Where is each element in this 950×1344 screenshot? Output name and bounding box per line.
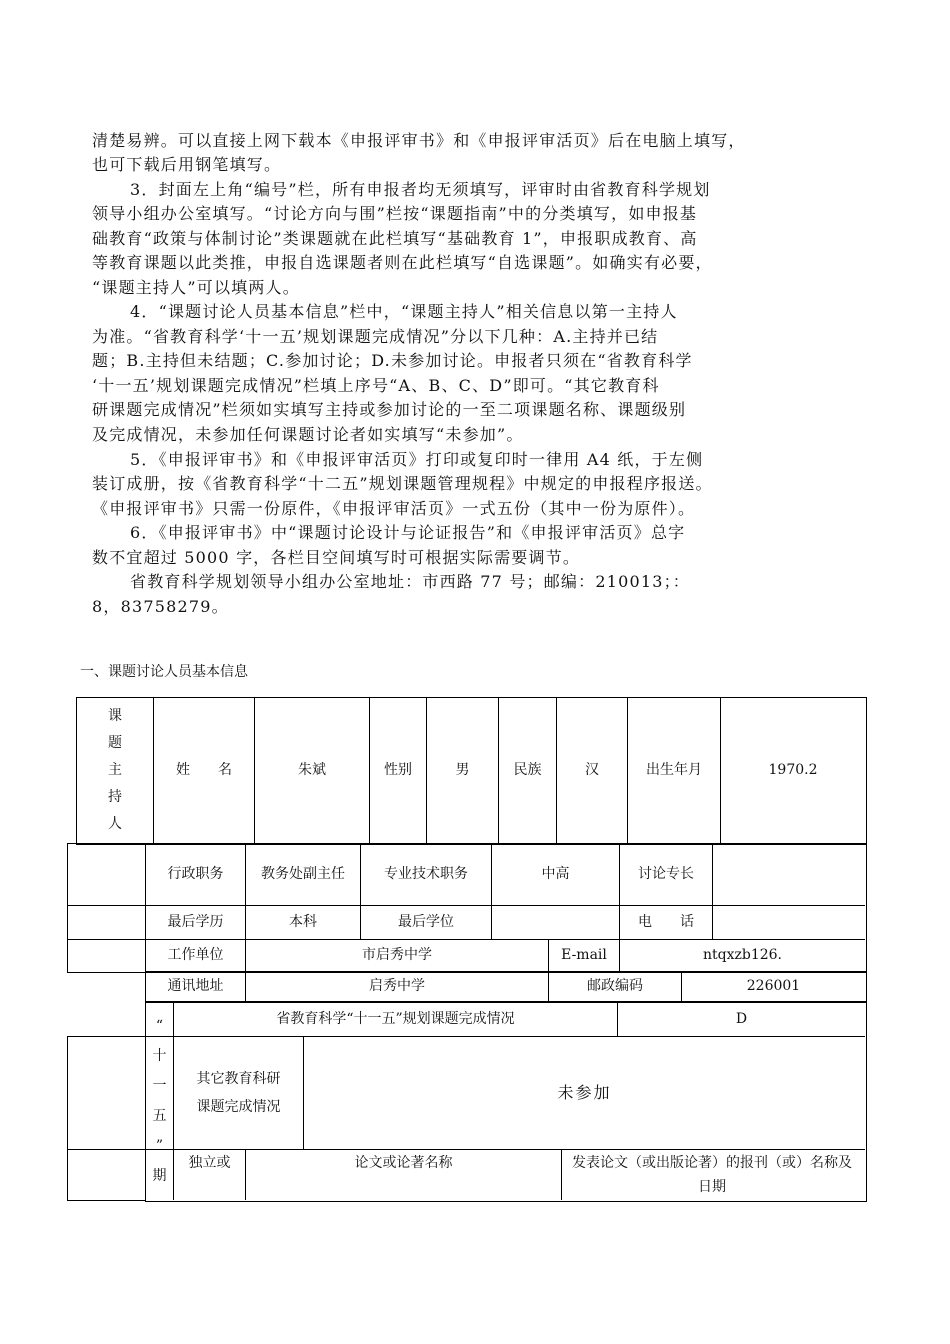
note-line: 研课题完成情况”栏须如实填写主持或参加讨论的一至二项课题名称、课题级别 [92,400,687,419]
email-value: ntqxzb126. [702,947,782,963]
note-line: 6．《申报评审书》中“课题讨论设计与论证报告”和《申报评审活页》总字 [130,523,686,542]
gender-value: 男 [455,762,470,778]
note-line: 《申报评审书》只需一份原件，《申报评审活页》一式五份（其中一份为原件）。 [92,499,696,518]
gender-label: 性别 [384,762,412,778]
ethnic-label: 民族 [513,762,542,778]
specialty-label: 讨论专长 [638,866,694,882]
birth-label: 出生年月 [646,762,702,778]
note-line: 4．“课题讨论人员基本信息”栏中，“课题主持人”相关信息以第一主持人 [130,302,678,321]
education-label: 最后学历 [167,914,224,930]
postcode-label: 邮政编码 [587,978,643,994]
other-value: 未参加 [557,1082,612,1102]
note-line: 数不宜超过 5000 字，各栏目空间填写时可根据实际需要调节。 [92,548,581,567]
education-value: 本科 [289,914,317,930]
note-line: 5．《申报评审书》和《申报评审活页》打印或复印时一律用 A4 纸，于左侧 [130,450,704,469]
col-independent: 独立或 [188,1155,231,1171]
note-line: 领导小组办公室填写。“讨论方向与围”栏按“课题指南”中的分类填写，如申报基 [92,204,698,223]
note-line: 及完成情况，未参加任何课题讨论者如实填写“未参加”。 [92,425,524,444]
degree-value [492,905,619,939]
note-line: “课题主持人”可以填两人。 [92,278,300,297]
tech-title-value: 中高 [541,866,570,882]
postcode-value: 226001 [746,978,801,994]
note-line: 也可下载后用钢笔填写。 [92,155,282,174]
note-line: 装订成册，按《省教育科学“十二五”规划课题管理规程》中规定的申报程序报送。 [92,474,713,493]
note-line: 清楚易辨。可以直接上网下载本《申报评审书》和《申报评审活页》后在电脑上填写， [92,131,746,150]
col-paper-name: 论文或论著名称 [354,1155,453,1171]
note-line: 题；B.主持但未结题；C.参加讨论；D.未参加讨论。申报者只须在“省教育科学 [92,351,693,370]
employer-value: 市启秀中学 [362,947,432,963]
note-line: 8，83758279。 [92,597,229,616]
section-title: 一、课题讨论人员基本信息 [80,664,248,680]
plan-label: 省教育科学“十一五”规划课题完成情况 [276,1010,515,1027]
plan-value: D [735,1010,748,1027]
tech-title-label: 专业技术职务 [384,866,468,882]
degree-label: 最后学位 [398,914,454,930]
admin-title-label: 行政职务 [167,866,224,882]
specialty-value [713,843,865,905]
note-line: 等教育课题以此类推，申报自选课题者则在此栏填写“自选课题”。如确实有必要， [92,253,713,272]
note-line: 省教育科学规划领导小组办公室地址：市西路 77 号；邮编：210013；： [130,572,691,591]
address-value: 启秀中学 [369,978,425,994]
host-label: 课 题 主 持 人 [108,707,122,832]
name-label: 姓 名 [176,762,232,778]
phone-value [713,905,865,939]
admin-title-value: 教务处副主任 [261,866,345,882]
employer-label: 工作单位 [167,947,224,963]
note-line: 3．封面左上角“编号”栏，所有申报者均无须填写，评审时由省教育科学规划 [130,180,711,199]
other-label: 其它教育科研 课题完成情况 [196,1070,281,1115]
note-line: 础教育“政策与体制讨论”类课题就在此栏填写“基础教育 1”，申报职成教育、高 [92,229,698,248]
note-line: ‘十一五’规划课题完成情况”栏填上序号“A、B、C、D”即可。“其它教育科 [92,376,660,395]
note-line: 为准。“省教育科学‘十一五’规划课题完成情况”分以下几种：A.主持并已结 [92,327,659,346]
name-value: 朱斌 [298,762,326,778]
ethnic-value: 汉 [585,762,599,778]
side-label: “ 十 一 五 ” 期 [152,1017,167,1184]
address-label: 通讯地址 [167,978,224,994]
phone-label: 电 话 [638,914,694,930]
email-label: E-mail [561,947,607,963]
col-publication: 发表论文（或出版论著）的报刊（或）名称及日期 [572,1155,852,1195]
birth-value: 1970.2 [768,762,818,778]
